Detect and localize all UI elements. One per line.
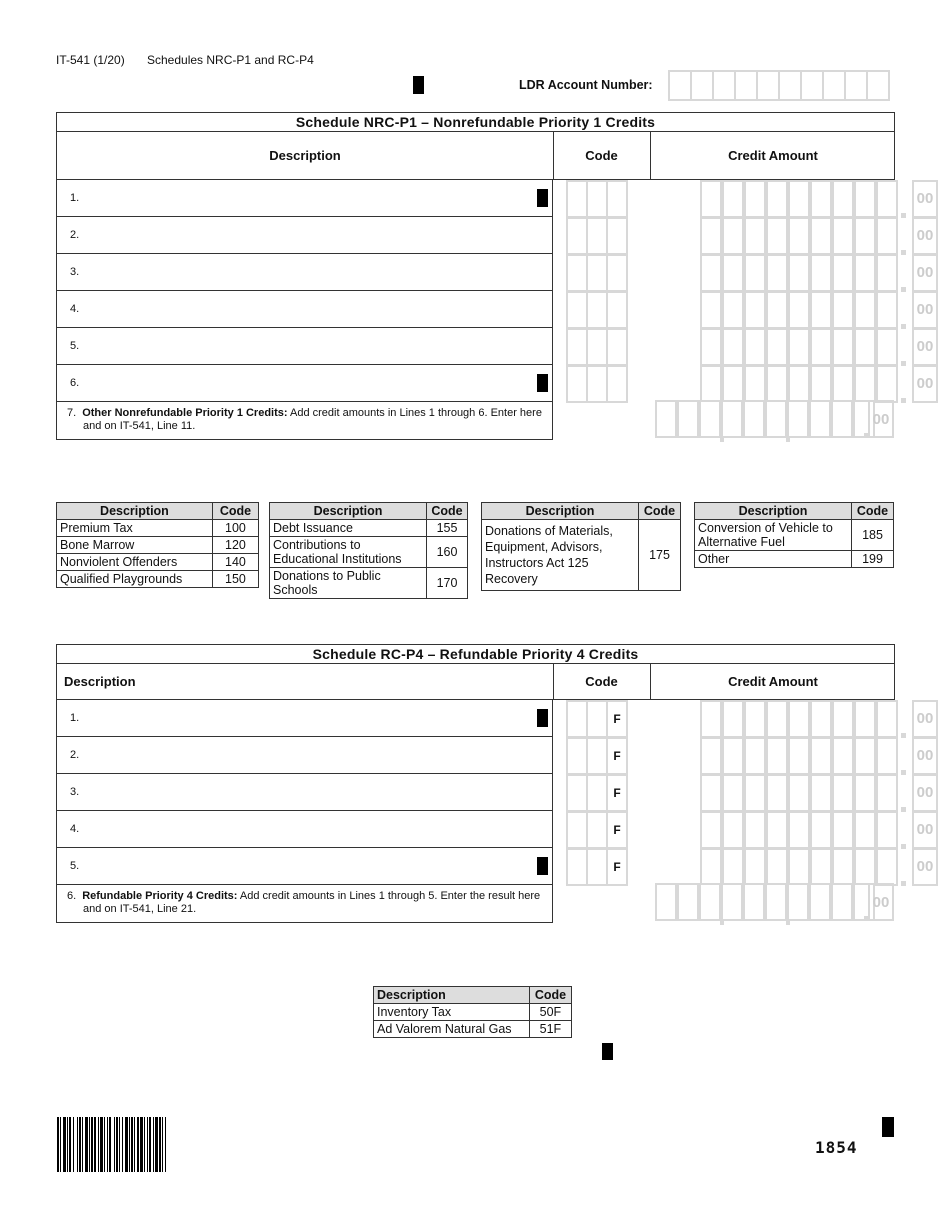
code-digit-box[interactable] [586,737,608,775]
code-digit-box[interactable] [566,328,588,366]
form-id: IT-541 (1/20) [56,53,125,67]
amount-digit-box[interactable] [788,328,810,366]
code-digit-box[interactable] [586,328,608,366]
nrc-col-description: Description [269,148,341,163]
amount-digit-box[interactable] [810,848,832,886]
line-number: 6. [67,890,77,902]
amount-digit-box[interactable] [722,328,744,366]
amount-digit-box[interactable] [810,180,832,218]
code-input[interactable] [566,700,626,738]
ldr-digit-box[interactable] [668,70,692,101]
amount-digit-box[interactable] [854,217,876,255]
code-digit-box[interactable] [566,737,588,775]
col-head-code: Code [529,987,571,1004]
ldr-digit-box[interactable] [690,70,714,101]
credit-amount-input[interactable] [700,774,940,812]
total-label: Refundable Priority 4 Credits: [82,890,238,902]
code-digit-box[interactable] [606,365,628,403]
amount-digit-box[interactable] [766,774,788,812]
amount-digit-box[interactable] [700,180,722,218]
amount-digit-box[interactable] [832,217,854,255]
amount-digit-box[interactable] [788,774,810,812]
registration-mark [602,1043,613,1060]
total-line [56,885,553,923]
nrc-code-table-3 [481,502,681,591]
amount-digit-box[interactable] [831,883,853,921]
code-input[interactable] [566,254,626,292]
amount-digit-box[interactable] [700,291,722,329]
total-instruction: and on IT-541, Line 11. [83,420,196,432]
code-digit-box[interactable] [606,291,628,329]
line-number: 1. [70,191,80,204]
code-input[interactable] [566,848,626,886]
amount-digit-box[interactable] [722,811,744,849]
col-head-code: Code [852,503,894,520]
amount-digit-box[interactable] [854,700,876,738]
amount-digit-box[interactable] [788,848,810,886]
amount-digit-box[interactable] [854,811,876,849]
amount-digit-box[interactable] [743,883,765,921]
line-number: 6. [70,376,80,389]
amount-digit-box[interactable] [876,365,898,403]
cents-box: 00 [912,700,938,738]
description-line[interactable] [56,217,553,254]
line-number: 1. [70,711,80,724]
code-digit-box[interactable] [586,848,608,886]
code-suffix-box[interactable]: F [606,848,628,886]
cents-box: 00 [912,737,938,775]
amount-digit-box[interactable] [766,254,788,292]
amount-digit-box[interactable] [787,883,809,921]
table-row: Ad Valorem Natural Gas 51F [374,1021,572,1038]
amount-digit-box[interactable] [700,217,722,255]
total-line-text [67,890,547,916]
table-row: Donations of Materials, Equipment, Advisors, Instructors Act 125 Recovery 175 [482,520,681,591]
amount-digit-box[interactable] [832,254,854,292]
amount-digit-box[interactable] [832,811,854,849]
amount-digit-box[interactable] [832,180,854,218]
amount-digit-box[interactable] [854,291,876,329]
code-digit-box[interactable] [566,848,588,886]
barcode [57,1117,168,1172]
amount-digit-box[interactable] [677,400,699,438]
amount-digit-box[interactable] [766,328,788,366]
comma-separator [720,919,724,925]
amount-digit-box[interactable] [699,400,721,438]
cents-box: 00 [912,365,938,403]
total-line [56,402,553,440]
amount-digit-box[interactable] [854,328,876,366]
line-number: 7. [67,407,77,419]
total-instruction: Add credit amounts in Lines 1 through 5. Enter the result here [237,890,541,902]
amount-digit-box[interactable] [722,848,744,886]
amount-digit-box[interactable] [809,400,831,438]
cents-box: 00 [868,883,894,921]
description-line[interactable] [56,774,553,811]
code-digit-box[interactable] [586,811,608,849]
description-line[interactable] [56,811,553,848]
amount-digit-box[interactable] [722,254,744,292]
amount-digit-box[interactable] [809,883,831,921]
description-line[interactable] [56,737,553,774]
code-digit-box[interactable] [606,180,628,218]
line-number: 2. [70,748,80,761]
amount-digit-box[interactable] [743,400,765,438]
amount-digit-box[interactable] [765,883,787,921]
amount-digit-box[interactable] [722,217,744,255]
code-digit-box[interactable] [566,217,588,255]
col-head-code: Code [212,503,258,520]
code-digit-box[interactable] [586,291,608,329]
code-digit-box[interactable] [566,811,588,849]
amount-digit-box[interactable] [655,883,677,921]
amount-digit-box[interactable] [700,700,722,738]
code-suffix-box[interactable]: F [606,737,628,775]
amount-digit-box[interactable] [655,400,677,438]
amount-digit-box[interactable] [766,180,788,218]
amount-digit-box[interactable] [810,700,832,738]
amount-digit-box[interactable] [766,217,788,255]
code-input[interactable] [566,365,626,403]
nrc-code-table-2 [269,502,468,599]
amount-digit-box[interactable] [700,737,722,775]
amount-digit-box[interactable] [700,848,722,886]
table-row: Qualified Playgrounds 150 [57,571,259,588]
amount-digit-box[interactable] [744,811,766,849]
description-line[interactable] [56,180,553,217]
comma-separator [720,436,724,442]
amount-digit-box[interactable] [832,291,854,329]
registration-mark [537,857,548,875]
amount-digit-box[interactable] [854,737,876,775]
table-row: Bone Marrow 120 [57,537,259,554]
description-line[interactable] [56,700,553,737]
credit-amount-input[interactable] [700,848,940,886]
total-instruction: Add credit amounts in Lines 1 through 6. Enter here [287,407,542,419]
credit-amount-input[interactable] [700,328,940,366]
total-amount-input[interactable] [655,400,895,438]
amount-digit-box[interactable] [788,254,810,292]
line-number: 5. [70,339,80,352]
line-number: 5. [70,859,80,872]
amount-digit-box[interactable] [810,217,832,255]
amount-digit-box[interactable] [810,737,832,775]
code-input[interactable] [566,217,626,255]
code-digit-box[interactable] [566,365,588,403]
amount-digit-box[interactable] [722,737,744,775]
amount-digit-box[interactable] [854,254,876,292]
ldr-digit-box[interactable] [778,70,802,101]
code-input[interactable] [566,774,626,812]
cents-box: 00 [912,254,938,292]
table-row: Donations to Public Schools 170 [270,568,468,599]
comma-separator [786,436,790,442]
code-digit-box[interactable] [586,700,608,738]
decimal-point [901,881,906,886]
amount-digit-box[interactable] [766,291,788,329]
rc-title: Schedule RC-P4 – Refundable Priority 4 Credits [312,646,639,662]
amount-digit-box[interactable] [832,737,854,775]
table-row: Premium Tax 100 [57,520,259,537]
amount-digit-box[interactable] [876,774,898,812]
amount-digit-box[interactable] [700,774,722,812]
registration-mark [537,709,548,727]
total-instruction: and on IT-541, Line 21. [83,903,197,915]
code-input[interactable] [566,291,626,329]
credit-amount-input[interactable] [700,737,940,775]
amount-digit-box[interactable] [854,848,876,886]
nrc-header-box [56,112,895,180]
code-input[interactable] [566,328,626,366]
amount-digit-box[interactable] [854,180,876,218]
code-digit-box[interactable] [586,254,608,292]
amount-digit-box[interactable] [700,365,722,403]
amount-digit-box[interactable] [766,365,788,403]
nrc-col-amount: Credit Amount [728,148,818,163]
description-line[interactable] [56,328,553,365]
code-suffix-box[interactable]: F [606,811,628,849]
amount-digit-box[interactable] [788,365,810,403]
nrc-code-table-1 [56,502,259,588]
col-head-description: Description [482,503,639,520]
code-input[interactable] [566,180,626,218]
nrc-code-table-4 [694,502,894,568]
amount-digit-box[interactable] [744,254,766,292]
amount-digit-box[interactable] [876,737,898,775]
amount-digit-box[interactable] [876,700,898,738]
code-digit-box[interactable] [586,217,608,255]
amount-digit-box[interactable] [876,254,898,292]
total-line-text [67,407,547,433]
amount-digit-box[interactable] [766,737,788,775]
amount-digit-box[interactable] [876,291,898,329]
code-digit-box[interactable] [606,217,628,255]
amount-digit-box[interactable] [744,217,766,255]
amount-digit-box[interactable] [810,811,832,849]
table-row: Nonviolent Offenders 140 [57,554,259,571]
amount-digit-box[interactable] [766,811,788,849]
col-head-description: Description [695,503,852,520]
col-head-code: Code [427,503,468,520]
amount-digit-box[interactable] [788,180,810,218]
col-head-description: Description [270,503,427,520]
total-label: Other Nonrefundable Priority 1 Credits: [82,407,288,419]
amount-digit-box[interactable] [722,365,744,403]
registration-mark [882,1117,894,1137]
total-amount-input[interactable] [655,883,895,921]
amount-digit-box[interactable] [788,217,810,255]
amount-digit-box[interactable] [876,328,898,366]
code-digit-box[interactable] [566,774,588,812]
cents-box: 00 [912,180,938,218]
amount-digit-box[interactable] [876,848,898,886]
amount-digit-box[interactable] [854,774,876,812]
amount-digit-box[interactable] [787,400,809,438]
line-number: 3. [70,265,80,278]
cents-box: 00 [912,291,938,329]
form-title: Schedules NRC-P1 and RC-P4 [147,53,314,67]
credit-amount-input[interactable] [700,291,940,329]
credit-amount-input[interactable] [700,365,940,403]
credit-amount-input[interactable] [700,811,940,849]
amount-digit-box[interactable] [722,774,744,812]
description-line[interactable] [56,291,553,328]
amount-digit-box[interactable] [832,774,854,812]
code-digit-box[interactable] [606,328,628,366]
credit-amount-input[interactable] [700,700,940,738]
amount-digit-box[interactable] [788,811,810,849]
amount-digit-box[interactable] [744,365,766,403]
rc-col-code: Code [585,674,618,689]
code-digit-box[interactable] [586,365,608,403]
ldr-digit-box[interactable] [800,70,824,101]
code-input[interactable] [566,811,626,849]
amount-digit-box[interactable] [700,328,722,366]
amount-digit-box[interactable] [876,180,898,218]
col-head-description: Description [374,987,530,1004]
amount-digit-box[interactable] [810,254,832,292]
amount-digit-box[interactable] [744,180,766,218]
code-digit-box[interactable] [606,254,628,292]
rc-header-box [56,644,895,700]
amount-digit-box[interactable] [722,180,744,218]
nrc-title: Schedule NRC-P1 – Nonrefundable Priority 1 Credits [295,114,656,130]
line-number: 2. [70,228,80,241]
table-row: Contributions to Educational Institutions 160 [270,537,468,568]
amount-digit-box[interactable] [744,737,766,775]
col-head-description: Description [57,503,213,520]
amount-digit-box[interactable] [810,774,832,812]
amount-digit-box[interactable] [854,365,876,403]
table-row: Conversion of Vehicle to Alternative Fuel 185 [695,520,894,551]
cents-box: 00 [868,400,894,438]
ldr-digit-box[interactable] [756,70,780,101]
code-digit-box[interactable] [566,291,588,329]
ldr-digit-box[interactable] [866,70,890,101]
code-digit-box[interactable] [566,180,588,218]
registration-mark [537,189,548,207]
credit-amount-input[interactable] [700,180,940,218]
registration-mark [413,76,424,94]
code-suffix-box[interactable]: F [606,700,628,738]
amount-digit-box[interactable] [677,883,699,921]
credit-amount-input[interactable] [700,217,940,255]
code-digit-box[interactable] [566,254,588,292]
form-number: 1854 [815,1138,858,1157]
amount-digit-box[interactable] [788,737,810,775]
line-number: 3. [70,785,80,798]
amount-digit-box[interactable] [766,848,788,886]
cents-box: 00 [912,328,938,366]
cents-box: 00 [912,774,938,812]
description-line[interactable] [56,365,553,402]
code-suffix-box[interactable]: F [606,774,628,812]
code-digit-box[interactable] [586,774,608,812]
cents-box: 00 [912,811,938,849]
amount-digit-box[interactable] [766,700,788,738]
amount-digit-box[interactable] [744,774,766,812]
comma-separator [786,919,790,925]
decimal-point [901,398,906,403]
amount-digit-box[interactable] [744,328,766,366]
amount-digit-box[interactable] [721,883,743,921]
amount-digit-box[interactable] [700,811,722,849]
amount-digit-box[interactable] [744,848,766,886]
col-head-code: Code [639,503,681,520]
code-digit-box[interactable] [566,700,588,738]
registration-mark [537,374,548,392]
amount-digit-box[interactable] [744,291,766,329]
line-number: 4. [70,822,80,835]
amount-digit-box[interactable] [876,811,898,849]
description-line[interactable] [56,848,553,885]
amount-digit-box[interactable] [876,217,898,255]
code-input[interactable] [566,737,626,775]
ldr-digit-box[interactable] [822,70,846,101]
credit-amount-input[interactable] [700,254,940,292]
amount-digit-box[interactable] [744,700,766,738]
amount-digit-box[interactable] [788,291,810,329]
code-digit-box[interactable] [586,180,608,218]
cents-box: 00 [912,217,938,255]
amount-digit-box[interactable] [831,400,853,438]
table-row: Debt Issuance 155 [270,520,468,537]
line-number: 4. [70,302,80,315]
amount-digit-box[interactable] [722,291,744,329]
amount-digit-box[interactable] [810,365,832,403]
nrc-col-code: Code [585,148,618,163]
cents-box: 00 [912,848,938,886]
rc-col-description: Description [64,674,136,689]
amount-digit-box[interactable] [810,328,832,366]
rc-code-table [373,986,572,1038]
amount-digit-box[interactable] [788,700,810,738]
table-row: Other 199 [695,551,894,568]
amount-digit-box[interactable] [722,700,744,738]
description-line[interactable] [56,254,553,291]
amount-digit-box[interactable] [832,328,854,366]
ldr-account-label: LDR Account Number: [519,78,653,92]
rc-col-amount: Credit Amount [728,674,818,689]
amount-digit-box[interactable] [832,700,854,738]
amount-digit-box[interactable] [721,400,743,438]
ldr-digit-box[interactable] [712,70,736,101]
amount-digit-box[interactable] [700,254,722,292]
amount-digit-box[interactable] [832,365,854,403]
amount-digit-box[interactable] [832,848,854,886]
amount-digit-box[interactable] [765,400,787,438]
amount-digit-box[interactable] [810,291,832,329]
table-row: Inventory Tax 50F [374,1004,572,1021]
barcode-gap [166,1117,168,1172]
ldr-digit-box[interactable] [844,70,868,101]
ldr-account-number-input[interactable] [668,70,888,101]
ldr-digit-box[interactable] [734,70,758,101]
amount-digit-box[interactable] [699,883,721,921]
